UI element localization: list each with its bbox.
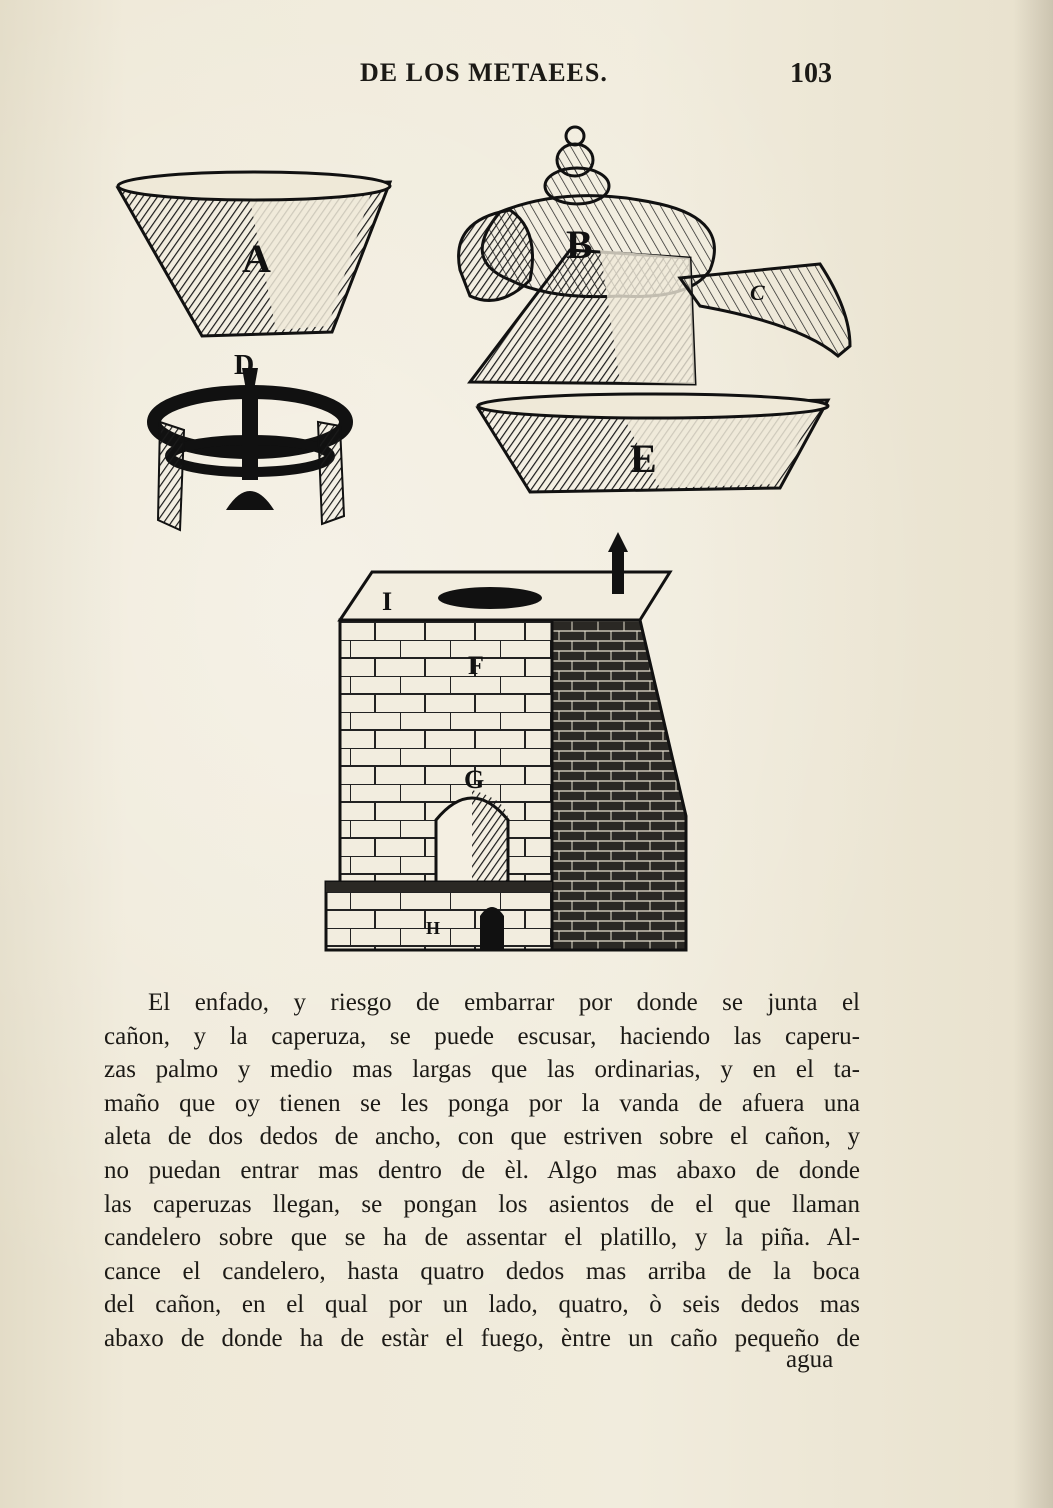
text-line: no puedan entrar mas dentro de èl. Algo mas abaxo de donde (104, 1156, 860, 1184)
label-c: C (750, 280, 765, 305)
text-line: maño que oy tienen se les ponga por la vanda de afuera una (104, 1089, 860, 1117)
text-line: cañon, y la caperuza, se puede escusar, haciendo las caperu- (104, 1022, 860, 1050)
vessel-a (118, 172, 390, 336)
stand-d (154, 350, 346, 530)
text-line: del cañon, en el qual por un lado, quatro, ò seis dedos mas (104, 1291, 860, 1319)
page-number: 103 (790, 58, 832, 89)
catchword: agua (786, 1346, 834, 1373)
text-line: abaxo de donde ha de estàr el fuego, èntre un caño pequeño de (104, 1324, 860, 1352)
text-line: las caperuzas llegan, se pongan los asientos de el que llaman (104, 1190, 860, 1218)
furnace (326, 532, 686, 950)
woodcut-illustration (100, 100, 920, 980)
label-a: A (242, 236, 271, 281)
text-line: aleta de dos dedos de ancho, con que estriven sobre el cañon, y (104, 1123, 860, 1151)
text-line: El enfado, y riesgo de embarrar por donde se junta el (148, 989, 860, 1016)
label-i: I (382, 587, 393, 616)
text-line: cance el candelero, hasta quatro dedos mas arriba de la boca (104, 1257, 860, 1285)
label-f: F (468, 651, 484, 680)
body-paragraph (104, 986, 860, 1356)
label-e: E (630, 436, 657, 481)
alembic-b (459, 127, 850, 384)
label-d: D (234, 350, 255, 381)
dish-e (478, 394, 828, 492)
running-head: DE LOS METAEES. (360, 58, 608, 87)
text-line: zas palmo y medio mas largas que las ordinarias, y en el ta- (104, 1056, 860, 1084)
page-edge-shadow (1013, 0, 1053, 1508)
label-b: B (566, 222, 593, 267)
label-h: H (426, 918, 441, 938)
label-g: G (464, 765, 485, 794)
text-line: candelero sobre que se ha de assentar el platillo, y la piña. Al- (104, 1224, 860, 1252)
